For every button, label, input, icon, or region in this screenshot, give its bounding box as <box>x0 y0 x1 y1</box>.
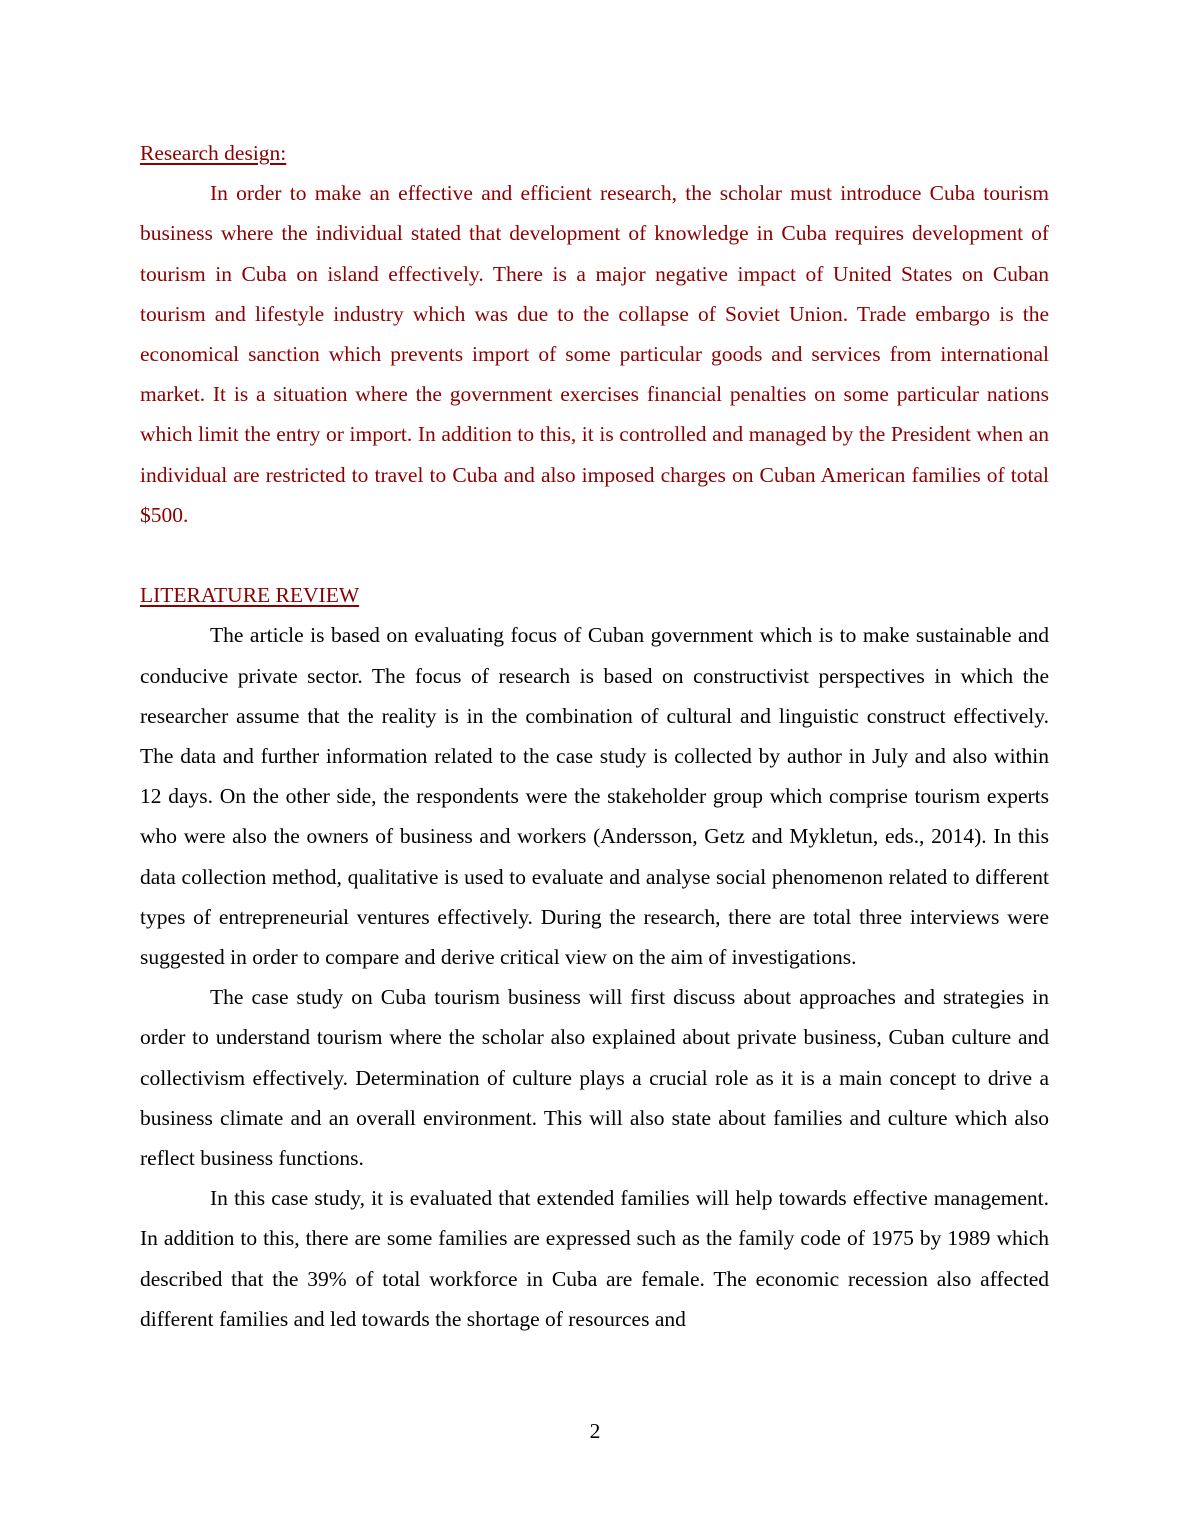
literature-review-paragraph-3: In this case study, it is evaluated that extended families will help towards effective management. In addition to this, there are some families are expressed such as the family code of 1975 by 1989 which described that the 39% of total workforce in Cuba are female. The economic recession also affected different families and led towards the shortage of resources and <box>140 1186 1049 1331</box>
literature-review-paragraph-1: The article is based on evaluating focus of Cuban government which is to make sustainable and conducive private sector. The focus of research is based on constructivist perspectives in which the researcher assume that the reality is in the combination of cultural and linguistic construct effectively. The data and further information related to the case study is collected by author in July and also within 12 days. On the other side, the respondents were the stakeholder group which comprise tourism experts who were also the owners of business and workers (Andersson, Getz and Mykletun, eds., 2014). In this data collection method, qualitative is used to evaluate and analyse social phenomenon related to different types of entrepreneurial ventures effectively. During the research, there are total three interviews were suggested in order to compare and derive critical view on the aim of investigations. <box>140 623 1049 970</box>
section-heading-research-design: Research design: <box>140 141 287 165</box>
research-design-paragraph: In order to make an effective and efficient research, the scholar must introduce Cuba tourism business where the individual stated that development of knowledge in Cuba requires development of tourism in Cuba on island effectively. There is a major negative impact of United States on Cuban tourism and lifestyle industry which was due to the collapse of Soviet Union. Trade embargo is the economical sanction which prevents import of some particular goods and services from international market. It is a situation where the government exercises financial penalties on some particular nations which limit the entry or import. In addition to this, it is controlled and managed by the President when an individual are restricted to travel to Cuba and also imposed charges on Cuban American families of total $500. <box>140 181 1049 527</box>
literature-review-paragraph-2: The case study on Cuba tourism business will first discuss about approaches and strategies in order to understand tourism where the scholar also explained about private business, Cuban culture and collectivism effectively. Determination of culture plays a crucial role as it is a main concept to drive a business climate and an overall environment. This will also state about families and culture which also reflect business functions. <box>140 985 1049 1171</box>
blank-line <box>140 535 1049 575</box>
page-content <box>140 133 1049 1339</box>
page-number: 2 <box>589 1419 601 1443</box>
section-heading-literature-review: LITERATURE REVIEW <box>140 583 360 608</box>
